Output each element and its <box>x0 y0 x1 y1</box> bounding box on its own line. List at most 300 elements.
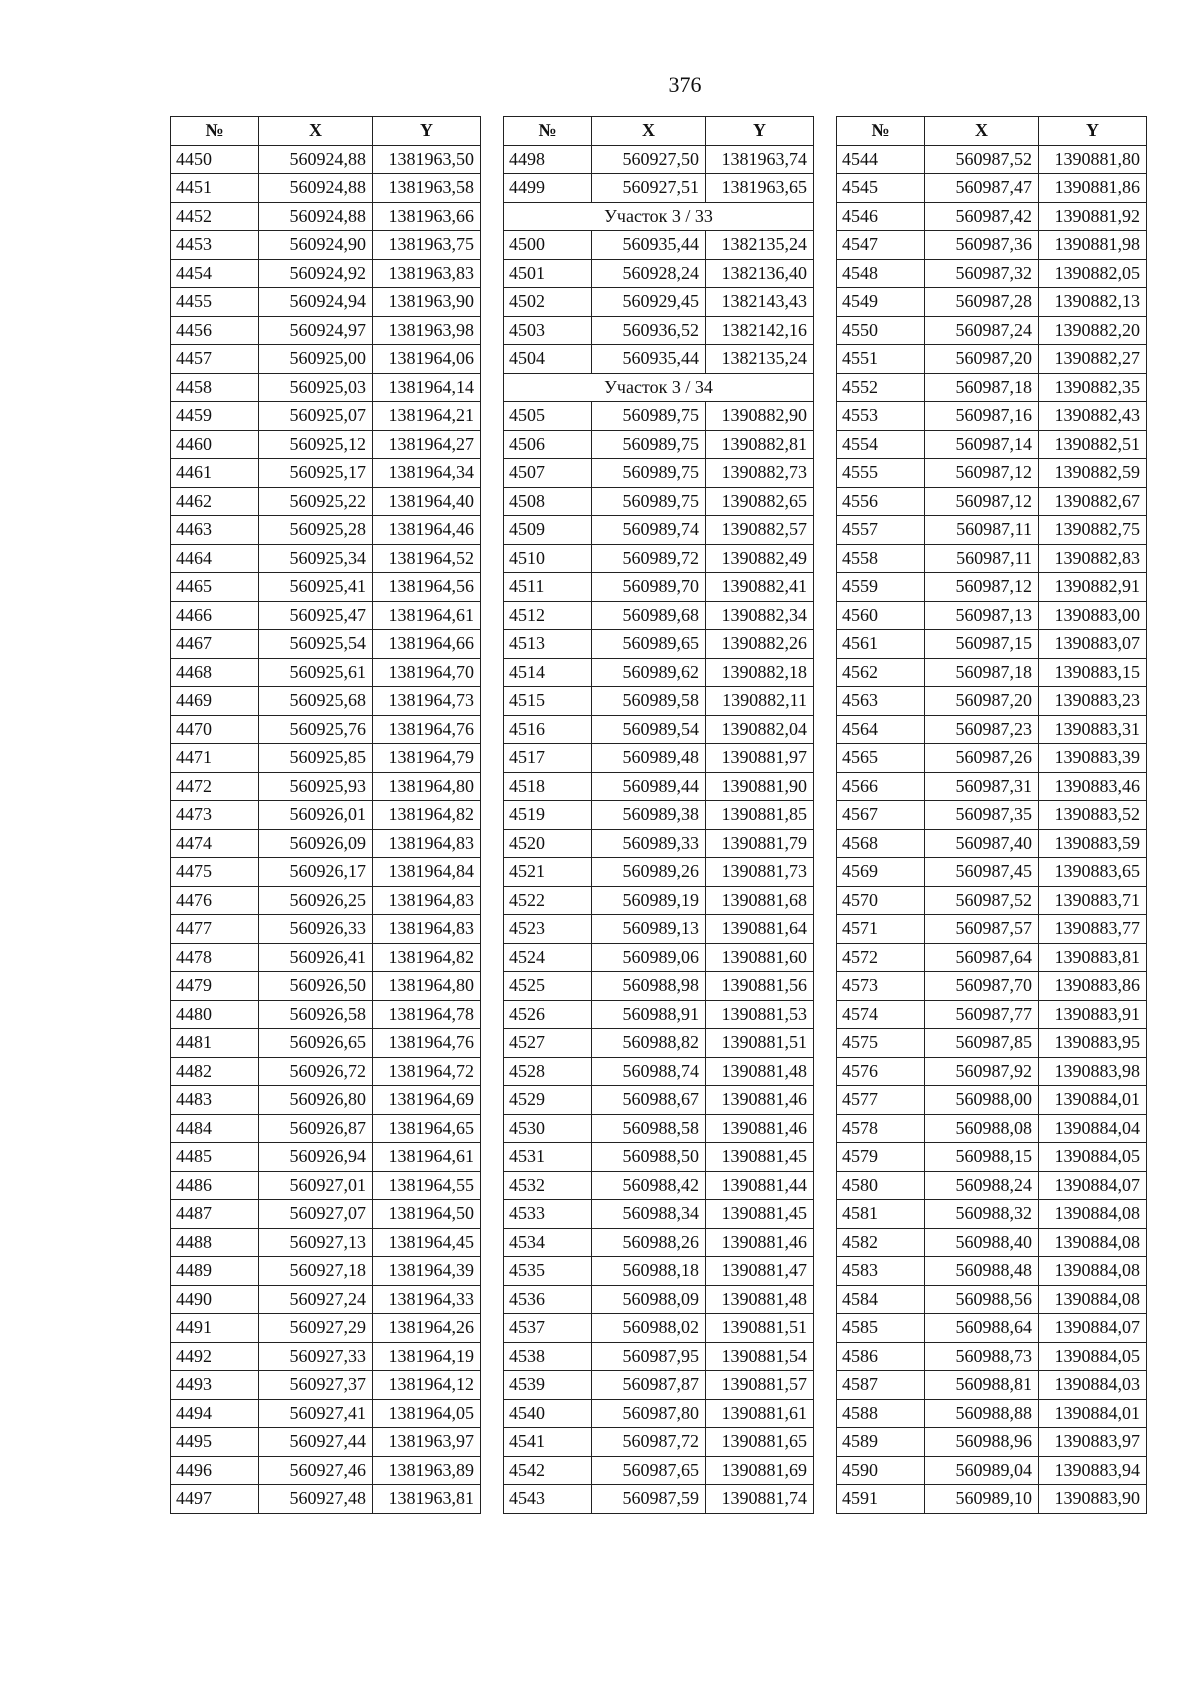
y-coordinate-cell: 1381964,82 <box>373 801 481 830</box>
y-coordinate-cell: 1390884,08 <box>1039 1285 1147 1314</box>
x-coordinate-cell: 560935,44 <box>592 231 706 260</box>
table-row <box>171 373 481 402</box>
x-coordinate-cell: 560924,88 <box>259 145 373 174</box>
y-coordinate-cell: 1390882,04 <box>706 715 814 744</box>
table-row <box>171 1485 481 1514</box>
y-coordinate-cell: 1390881,46 <box>706 1228 814 1257</box>
point-number-cell: 4538 <box>504 1342 592 1371</box>
y-coordinate-cell: 1381964,40 <box>373 487 481 516</box>
y-coordinate-cell: 1381963,83 <box>373 259 481 288</box>
y-coordinate-cell: 1381964,65 <box>373 1114 481 1143</box>
y-coordinate-cell: 1381964,69 <box>373 1086 481 1115</box>
point-number-cell: 4516 <box>504 715 592 744</box>
table-row <box>504 715 814 744</box>
point-number-cell: 4489 <box>171 1257 259 1286</box>
table-row <box>504 1143 814 1172</box>
y-coordinate-cell: 1390881,65 <box>706 1428 814 1457</box>
table-row <box>837 288 1147 317</box>
table-row <box>171 1086 481 1115</box>
x-coordinate-cell: 560987,59 <box>592 1485 706 1514</box>
point-number-cell: 4552 <box>837 373 925 402</box>
point-number-cell: 4459 <box>171 402 259 431</box>
y-coordinate-cell: 1390881,69 <box>706 1456 814 1485</box>
x-coordinate-cell: 560989,58 <box>592 687 706 716</box>
x-coordinate-cell: 560988,64 <box>925 1314 1039 1343</box>
coordinates-table-1 <box>170 116 481 1514</box>
y-coordinate-cell: 1390882,59 <box>1039 459 1147 488</box>
x-coordinate-cell: 560926,94 <box>259 1143 373 1172</box>
y-coordinate-cell: 1390882,49 <box>706 544 814 573</box>
y-coordinate-cell: 1381964,80 <box>373 972 481 1001</box>
table-row <box>171 316 481 345</box>
x-coordinate-cell: 560987,65 <box>592 1456 706 1485</box>
table-row <box>837 1114 1147 1143</box>
point-number-cell: 4525 <box>504 972 592 1001</box>
point-number-cell: 4456 <box>171 316 259 345</box>
table-row <box>837 1456 1147 1485</box>
y-coordinate-cell: 1381964,61 <box>373 601 481 630</box>
x-coordinate-cell: 560929,45 <box>592 288 706 317</box>
x-coordinate-cell: 560925,93 <box>259 772 373 801</box>
x-coordinate-cell: 560988,00 <box>925 1086 1039 1115</box>
y-coordinate-cell: 1390884,08 <box>1039 1257 1147 1286</box>
x-coordinate-cell: 560988,08 <box>925 1114 1039 1143</box>
y-coordinate-cell: 1390884,08 <box>1039 1200 1147 1229</box>
table-header-row <box>171 117 481 146</box>
point-number-cell: 4539 <box>504 1371 592 1400</box>
table-row <box>504 1057 814 1086</box>
point-number-cell: 4546 <box>837 202 925 231</box>
y-coordinate-cell: 1390884,07 <box>1039 1314 1147 1343</box>
point-number-cell: 4583 <box>837 1257 925 1286</box>
y-coordinate-cell: 1390883,39 <box>1039 744 1147 773</box>
point-number-cell: 4480 <box>171 1000 259 1029</box>
point-number-cell: 4577 <box>837 1086 925 1115</box>
table-row <box>171 402 481 431</box>
y-coordinate-cell: 1390882,20 <box>1039 316 1147 345</box>
table-body <box>171 145 481 1513</box>
point-number-cell: 4496 <box>171 1456 259 1485</box>
x-coordinate-cell: 560988,67 <box>592 1086 706 1115</box>
y-coordinate-cell: 1390882,65 <box>706 487 814 516</box>
point-number-cell: 4450 <box>171 145 259 174</box>
table-row <box>837 402 1147 431</box>
x-coordinate-cell: 560987,15 <box>925 630 1039 659</box>
y-coordinate-cell: 1390881,47 <box>706 1257 814 1286</box>
y-coordinate-cell: 1390884,04 <box>1039 1114 1147 1143</box>
y-coordinate-cell: 1381964,50 <box>373 1200 481 1229</box>
point-number-cell: 4567 <box>837 801 925 830</box>
y-coordinate-cell: 1390883,00 <box>1039 601 1147 630</box>
point-number-cell: 4560 <box>837 601 925 630</box>
x-coordinate-cell: 560927,37 <box>259 1371 373 1400</box>
x-coordinate-cell: 560989,75 <box>592 430 706 459</box>
table-row <box>171 544 481 573</box>
y-coordinate-cell: 1381964,72 <box>373 1057 481 1086</box>
table-row <box>837 715 1147 744</box>
table-header-row <box>504 117 814 146</box>
point-number-cell: 4563 <box>837 687 925 716</box>
header-x: X <box>259 117 373 146</box>
point-number-cell: 4479 <box>171 972 259 1001</box>
y-coordinate-cell: 1381964,45 <box>373 1228 481 1257</box>
table-row <box>504 1342 814 1371</box>
table-row <box>171 601 481 630</box>
x-coordinate-cell: 560927,18 <box>259 1257 373 1286</box>
y-coordinate-cell: 1390882,81 <box>706 430 814 459</box>
table-row <box>171 858 481 887</box>
y-coordinate-cell: 1390881,48 <box>706 1057 814 1086</box>
y-coordinate-cell: 1390882,75 <box>1039 516 1147 545</box>
x-coordinate-cell: 560928,24 <box>592 259 706 288</box>
point-number-cell: 4536 <box>504 1285 592 1314</box>
point-number-cell: 4533 <box>504 1200 592 1229</box>
x-coordinate-cell: 560987,52 <box>925 145 1039 174</box>
point-number-cell: 4540 <box>504 1399 592 1428</box>
table-row <box>504 288 814 317</box>
y-coordinate-cell: 1381964,82 <box>373 943 481 972</box>
header-y: Y <box>706 117 814 146</box>
x-coordinate-cell: 560988,50 <box>592 1143 706 1172</box>
point-number-cell: 4519 <box>504 801 592 830</box>
y-coordinate-cell: 1381964,80 <box>373 772 481 801</box>
x-coordinate-cell: 560989,75 <box>592 459 706 488</box>
x-coordinate-cell: 560989,62 <box>592 658 706 687</box>
x-coordinate-cell: 560988,32 <box>925 1200 1039 1229</box>
table-row <box>171 174 481 203</box>
table-row <box>837 772 1147 801</box>
table-row <box>171 943 481 972</box>
table-row <box>504 1114 814 1143</box>
y-coordinate-cell: 1390884,07 <box>1039 1171 1147 1200</box>
table-row <box>837 1228 1147 1257</box>
y-coordinate-cell: 1381964,83 <box>373 829 481 858</box>
table-row <box>171 1285 481 1314</box>
x-coordinate-cell: 560925,54 <box>259 630 373 659</box>
header-number: № <box>504 117 592 146</box>
table-row <box>504 573 814 602</box>
y-coordinate-cell: 1381964,33 <box>373 1285 481 1314</box>
table-row <box>504 772 814 801</box>
point-number-cell: 4542 <box>504 1456 592 1485</box>
y-coordinate-cell: 1390881,85 <box>706 801 814 830</box>
table-row <box>171 1029 481 1058</box>
x-coordinate-cell: 560988,98 <box>592 972 706 1001</box>
y-coordinate-cell: 1390884,05 <box>1039 1342 1147 1371</box>
table-row <box>504 430 814 459</box>
table-row <box>504 829 814 858</box>
point-number-cell: 4555 <box>837 459 925 488</box>
x-coordinate-cell: 560987,18 <box>925 658 1039 687</box>
point-number-cell: 4476 <box>171 886 259 915</box>
x-coordinate-cell: 560925,22 <box>259 487 373 516</box>
y-coordinate-cell: 1381964,21 <box>373 402 481 431</box>
x-coordinate-cell: 560988,82 <box>592 1029 706 1058</box>
y-coordinate-cell: 1381964,66 <box>373 630 481 659</box>
point-number-cell: 4526 <box>504 1000 592 1029</box>
point-number-cell: 4487 <box>171 1200 259 1229</box>
point-number-cell: 4484 <box>171 1114 259 1143</box>
table-row <box>837 1342 1147 1371</box>
point-number-cell: 4508 <box>504 487 592 516</box>
y-coordinate-cell: 1381964,73 <box>373 687 481 716</box>
table-row <box>837 687 1147 716</box>
table-body <box>837 145 1147 1513</box>
x-coordinate-cell: 560987,36 <box>925 231 1039 260</box>
point-number-cell: 4548 <box>837 259 925 288</box>
table-row <box>504 1257 814 1286</box>
y-coordinate-cell: 1390881,90 <box>706 772 814 801</box>
y-coordinate-cell: 1381964,55 <box>373 1171 481 1200</box>
point-number-cell: 4561 <box>837 630 925 659</box>
point-number-cell: 4575 <box>837 1029 925 1058</box>
point-number-cell: 4498 <box>504 145 592 174</box>
y-coordinate-cell: 1381963,89 <box>373 1456 481 1485</box>
x-coordinate-cell: 560927,01 <box>259 1171 373 1200</box>
table-row <box>837 316 1147 345</box>
x-coordinate-cell: 560987,20 <box>925 345 1039 374</box>
point-number-cell: 4579 <box>837 1143 925 1172</box>
x-coordinate-cell: 560927,48 <box>259 1485 373 1514</box>
point-number-cell: 4475 <box>171 858 259 887</box>
section-title: Участок 3 / 34 <box>504 373 814 402</box>
point-number-cell: 4514 <box>504 658 592 687</box>
x-coordinate-cell: 560987,24 <box>925 316 1039 345</box>
y-coordinate-cell: 1390881,51 <box>706 1029 814 1058</box>
header-number: № <box>171 117 259 146</box>
table-row <box>837 1086 1147 1115</box>
table-row <box>837 601 1147 630</box>
x-coordinate-cell: 560988,42 <box>592 1171 706 1200</box>
x-coordinate-cell: 560926,72 <box>259 1057 373 1086</box>
table-row <box>171 1342 481 1371</box>
table-row <box>837 231 1147 260</box>
y-coordinate-cell: 1390882,27 <box>1039 345 1147 374</box>
point-number-cell: 4512 <box>504 601 592 630</box>
y-coordinate-cell: 1382135,24 <box>706 345 814 374</box>
point-number-cell: 4558 <box>837 544 925 573</box>
table-row <box>171 487 481 516</box>
point-number-cell: 4569 <box>837 858 925 887</box>
x-coordinate-cell: 560935,44 <box>592 345 706 374</box>
table-row <box>504 544 814 573</box>
table-row <box>171 202 481 231</box>
coordinates-table-3 <box>836 116 1147 1514</box>
table-row <box>171 915 481 944</box>
x-coordinate-cell: 560926,65 <box>259 1029 373 1058</box>
x-coordinate-cell: 560988,24 <box>925 1171 1039 1200</box>
table-row <box>171 1399 481 1428</box>
y-coordinate-cell: 1390881,57 <box>706 1371 814 1400</box>
x-coordinate-cell: 560988,74 <box>592 1057 706 1086</box>
y-coordinate-cell: 1381963,58 <box>373 174 481 203</box>
point-number-cell: 4566 <box>837 772 925 801</box>
x-coordinate-cell: 560927,24 <box>259 1285 373 1314</box>
x-coordinate-cell: 560987,35 <box>925 801 1039 830</box>
x-coordinate-cell: 560988,91 <box>592 1000 706 1029</box>
point-number-cell: 4523 <box>504 915 592 944</box>
y-coordinate-cell: 1381963,65 <box>706 174 814 203</box>
point-number-cell: 4515 <box>504 687 592 716</box>
table-row <box>504 1000 814 1029</box>
x-coordinate-cell: 560925,34 <box>259 544 373 573</box>
table-row <box>837 1171 1147 1200</box>
y-coordinate-cell: 1390883,15 <box>1039 658 1147 687</box>
table-row <box>504 259 814 288</box>
x-coordinate-cell: 560927,13 <box>259 1228 373 1257</box>
table-row <box>171 1171 481 1200</box>
y-coordinate-cell: 1381964,79 <box>373 744 481 773</box>
table-row <box>504 943 814 972</box>
y-coordinate-cell: 1382135,24 <box>706 231 814 260</box>
x-coordinate-cell: 560987,11 <box>925 516 1039 545</box>
x-coordinate-cell: 560925,61 <box>259 658 373 687</box>
x-coordinate-cell: 560987,12 <box>925 459 1039 488</box>
point-number-cell: 4564 <box>837 715 925 744</box>
table-row <box>504 972 814 1001</box>
x-coordinate-cell: 560989,48 <box>592 744 706 773</box>
y-coordinate-cell: 1381964,76 <box>373 715 481 744</box>
table-row <box>171 1257 481 1286</box>
y-coordinate-cell: 1390883,59 <box>1039 829 1147 858</box>
table-row <box>837 801 1147 830</box>
point-number-cell: 4572 <box>837 943 925 972</box>
point-number-cell: 4497 <box>171 1485 259 1514</box>
x-coordinate-cell: 560926,25 <box>259 886 373 915</box>
table-row <box>837 487 1147 516</box>
x-coordinate-cell: 560926,01 <box>259 801 373 830</box>
y-coordinate-cell: 1390881,92 <box>1039 202 1147 231</box>
point-number-cell: 4462 <box>171 487 259 516</box>
point-number-cell: 4517 <box>504 744 592 773</box>
y-coordinate-cell: 1390884,08 <box>1039 1228 1147 1257</box>
y-coordinate-cell: 1390881,61 <box>706 1399 814 1428</box>
y-coordinate-cell: 1390882,18 <box>706 658 814 687</box>
table-row <box>504 915 814 944</box>
table-row <box>171 658 481 687</box>
x-coordinate-cell: 560925,00 <box>259 345 373 374</box>
y-coordinate-cell: 1390882,05 <box>1039 259 1147 288</box>
section-title: Участок 3 / 33 <box>504 202 814 231</box>
y-coordinate-cell: 1381964,14 <box>373 373 481 402</box>
table-row <box>504 744 814 773</box>
y-coordinate-cell: 1381964,61 <box>373 1143 481 1172</box>
point-number-cell: 4506 <box>504 430 592 459</box>
x-coordinate-cell: 560988,18 <box>592 1257 706 1286</box>
x-coordinate-cell: 560989,33 <box>592 829 706 858</box>
point-number-cell: 4478 <box>171 943 259 972</box>
x-coordinate-cell: 560988,58 <box>592 1114 706 1143</box>
point-number-cell: 4501 <box>504 259 592 288</box>
point-number-cell: 4520 <box>504 829 592 858</box>
y-coordinate-cell: 1390882,83 <box>1039 544 1147 573</box>
x-coordinate-cell: 560989,54 <box>592 715 706 744</box>
x-coordinate-cell: 560987,12 <box>925 573 1039 602</box>
table-row <box>171 886 481 915</box>
x-coordinate-cell: 560987,28 <box>925 288 1039 317</box>
y-coordinate-cell: 1381963,74 <box>706 145 814 174</box>
x-coordinate-cell: 560988,96 <box>925 1428 1039 1457</box>
x-coordinate-cell: 560989,06 <box>592 943 706 972</box>
y-coordinate-cell: 1390883,31 <box>1039 715 1147 744</box>
point-number-cell: 4481 <box>171 1029 259 1058</box>
x-coordinate-cell: 560987,12 <box>925 487 1039 516</box>
x-coordinate-cell: 560989,19 <box>592 886 706 915</box>
header-number: № <box>837 117 925 146</box>
table-row <box>837 915 1147 944</box>
x-coordinate-cell: 560925,41 <box>259 573 373 602</box>
point-number-cell: 4545 <box>837 174 925 203</box>
table-row <box>171 972 481 1001</box>
y-coordinate-cell: 1390882,35 <box>1039 373 1147 402</box>
y-coordinate-cell: 1390884,03 <box>1039 1371 1147 1400</box>
y-coordinate-cell: 1390884,01 <box>1039 1086 1147 1115</box>
x-coordinate-cell: 560989,13 <box>592 915 706 944</box>
x-coordinate-cell: 560987,13 <box>925 601 1039 630</box>
y-coordinate-cell: 1381963,90 <box>373 288 481 317</box>
point-number-cell: 4470 <box>171 715 259 744</box>
table-row <box>171 1314 481 1343</box>
point-number-cell: 4534 <box>504 1228 592 1257</box>
table-row <box>504 1428 814 1457</box>
table-row <box>837 202 1147 231</box>
x-coordinate-cell: 560987,20 <box>925 687 1039 716</box>
point-number-cell: 4505 <box>504 402 592 431</box>
table-row <box>504 1285 814 1314</box>
point-number-cell: 4562 <box>837 658 925 687</box>
point-number-cell: 4455 <box>171 288 259 317</box>
table-row <box>837 544 1147 573</box>
header-y: Y <box>373 117 481 146</box>
point-number-cell: 4452 <box>171 202 259 231</box>
table-row <box>837 1428 1147 1457</box>
y-coordinate-cell: 1381964,34 <box>373 459 481 488</box>
point-number-cell: 4503 <box>504 316 592 345</box>
x-coordinate-cell: 560925,76 <box>259 715 373 744</box>
table-row <box>171 1456 481 1485</box>
table-row <box>171 744 481 773</box>
point-number-cell: 4532 <box>504 1171 592 1200</box>
y-coordinate-cell: 1390881,86 <box>1039 174 1147 203</box>
x-coordinate-cell: 560925,68 <box>259 687 373 716</box>
x-coordinate-cell: 560987,80 <box>592 1399 706 1428</box>
y-coordinate-cell: 1381963,81 <box>373 1485 481 1514</box>
table-row <box>171 288 481 317</box>
table-row <box>837 1371 1147 1400</box>
point-number-cell: 4535 <box>504 1257 592 1286</box>
table-row <box>171 829 481 858</box>
point-number-cell: 4554 <box>837 430 925 459</box>
x-coordinate-cell: 560989,38 <box>592 801 706 830</box>
table-row <box>504 1171 814 1200</box>
x-coordinate-cell: 560989,04 <box>925 1456 1039 1485</box>
x-coordinate-cell: 560988,40 <box>925 1228 1039 1257</box>
point-number-cell: 4587 <box>837 1371 925 1400</box>
point-number-cell: 4549 <box>837 288 925 317</box>
y-coordinate-cell: 1381964,84 <box>373 858 481 887</box>
header-y: Y <box>1039 117 1147 146</box>
table-row <box>171 430 481 459</box>
table-row <box>504 886 814 915</box>
point-number-cell: 4483 <box>171 1086 259 1115</box>
y-coordinate-cell: 1390883,97 <box>1039 1428 1147 1457</box>
point-number-cell: 4463 <box>171 516 259 545</box>
point-number-cell: 4513 <box>504 630 592 659</box>
x-coordinate-cell: 560987,95 <box>592 1342 706 1371</box>
x-coordinate-cell: 560924,88 <box>259 202 373 231</box>
y-coordinate-cell: 1390882,34 <box>706 601 814 630</box>
table-row <box>837 1200 1147 1229</box>
